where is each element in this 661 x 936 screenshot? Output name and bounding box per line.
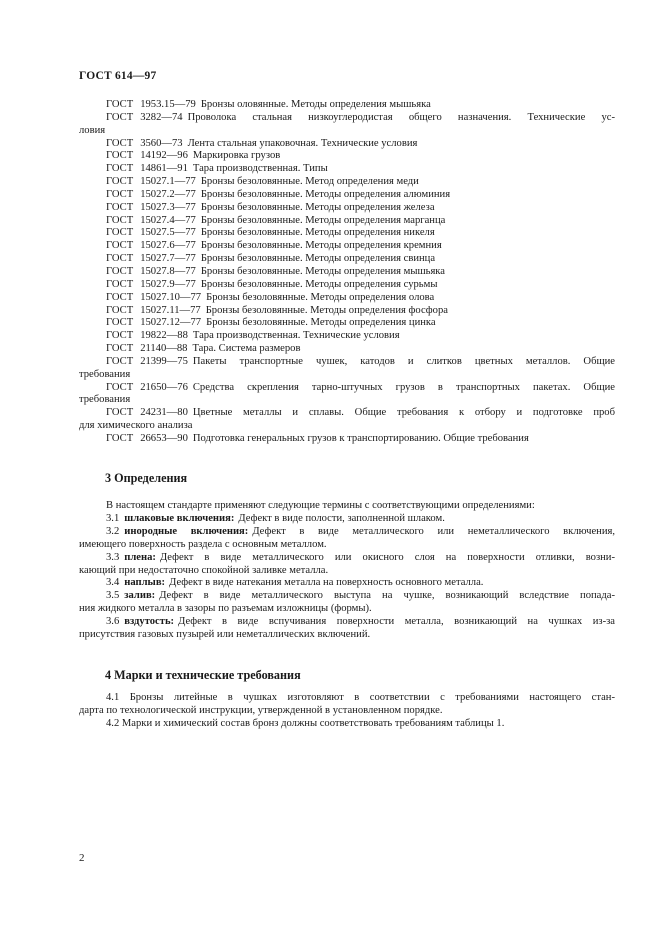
reference-continuation: для химического анализа (79, 420, 193, 432)
reference-number: 24231—80 (140, 407, 188, 419)
reference-number: 15027.10—77 (140, 291, 202, 303)
reference-number: 15027.2—77 (140, 188, 196, 200)
section-4-body (79, 692, 615, 731)
definition-text: Дефект в виде металлического выступа на чушке, возникающий вследствие попада- (159, 590, 615, 602)
paragraph-4-2: 4.2 Марки и химический состав бронз должны соответствовать требованиям таблицы 1. (106, 717, 505, 729)
gost-prefix: ГОСТ (106, 253, 134, 265)
definition-number: 3.2 (106, 525, 120, 537)
definition-text: Дефект в виде полости, заполненной шлаком. (238, 512, 445, 524)
reference-item (79, 163, 615, 176)
reference-item (79, 279, 615, 292)
gost-prefix: ГОСТ (106, 407, 134, 419)
reference-item (79, 215, 615, 228)
definition-number: 3.4 (106, 577, 120, 589)
reference-title: Бронзы безоловянные. Методы определения сурьмы (200, 278, 438, 290)
reference-item (79, 266, 615, 279)
section-3-title: 3 Определения (105, 471, 188, 485)
definition-number: 3.1 (106, 512, 120, 524)
section-4-title: 4 Марки и технические требования (105, 668, 301, 682)
reference-item (79, 112, 615, 125)
reference-title: Маркировка грузов (192, 150, 281, 162)
reference-title: Бронзы безоловянные. Методы определения мышьяка (200, 265, 446, 277)
reference-continuation: требования (79, 394, 131, 406)
reference-item (79, 317, 615, 330)
gost-prefix: ГОСТ (106, 291, 134, 303)
reference-number: 3282—74 (140, 111, 183, 123)
definition-text-continuation: имеющего поверхность раздела с основным металлом. (79, 538, 327, 550)
gost-prefix: ГОСТ (106, 188, 134, 200)
gost-prefix: ГОСТ (106, 150, 134, 162)
definition-term: шлаковые включения: (124, 512, 235, 524)
gost-prefix: ГОСТ (106, 240, 134, 252)
reference-title: Лента стальная упаковочная. Технические условия (187, 137, 418, 149)
definition-term: вздутость: (124, 616, 175, 628)
reference-number: 15027.1—77 (140, 176, 196, 188)
reference-item (79, 253, 615, 266)
definition-item (79, 552, 615, 565)
reference-item (79, 189, 615, 202)
reference-title: Бронзы безоловянные. Методы определения марганца (200, 214, 446, 226)
definition-text: Дефект в виде металлического или окисного слоя на поверхности отливки, возни- (159, 551, 615, 563)
normative-references-list (79, 99, 615, 446)
reference-item (79, 138, 615, 151)
definition-text: Дефект в виде вспучивания поверхности металла, возникающий на чушках из-за (178, 616, 615, 628)
reference-number: 26653—90 (140, 432, 188, 444)
definition-number: 3.5 (106, 590, 120, 602)
gost-prefix: ГОСТ (106, 163, 134, 175)
reference-item (79, 305, 615, 318)
reference-title: Бронзы безоловянные. Методы определения фосфора (205, 304, 448, 316)
gost-prefix: ГОСТ (106, 343, 134, 355)
reference-title: Бронзы безоловянные. Метод определения меди (200, 176, 419, 188)
reference-number: 15027.4—77 (140, 214, 196, 226)
reference-number: 21140—88 (140, 343, 188, 355)
reference-title: Подготовка генеральных грузов к транспортированию. Общие требования (192, 432, 529, 444)
reference-title: Проволока стальная низкоуглеродистая общего назначения. Технические ус- (187, 111, 615, 123)
reference-number: 19822—88 (140, 330, 188, 342)
definition-item (79, 590, 615, 603)
gost-prefix: ГОСТ (106, 137, 134, 149)
reference-title: Бронзы безоловянные. Методы определения алюминия (200, 188, 451, 200)
definition-item (79, 577, 615, 590)
reference-title: Пакеты транспортные чушек, катодов и слитков цветных металлов. Общие (192, 355, 615, 367)
definition-term: инородные включения: (124, 525, 249, 537)
reference-item (79, 202, 615, 215)
gost-prefix: ГОСТ (106, 176, 134, 188)
definition-text-continuation: ния жидкого металла в зазоры по разъемам изложницы (формы). (79, 603, 372, 615)
reference-item (79, 227, 615, 240)
reference-title: Бронзы безоловянные. Методы определения цинка (206, 317, 436, 329)
reference-title: Тара. Система размеров (192, 343, 301, 355)
reference-number: 15027.3—77 (140, 201, 196, 213)
reference-item (79, 150, 615, 163)
reference-title: Бронзы безоловянные. Методы определения олова (206, 291, 435, 303)
reference-title: Тара производственная. Типы (192, 163, 328, 175)
definition-text: Дефект в виде натекания металла на поверхность основного металла. (169, 577, 484, 589)
reference-number: 14192—96 (140, 150, 188, 162)
definition-number: 3.3 (106, 551, 120, 563)
definition-item (79, 616, 615, 629)
reference-item (79, 240, 615, 253)
reference-number: 14861—91 (140, 163, 188, 175)
definition-item (79, 513, 615, 526)
reference-number: 15027.7—77 (140, 253, 196, 265)
definition-text-continuation: присутствия газовых пузырей или неметаллических включений. (79, 629, 371, 641)
definition-text: Дефект в виде металлического или неметаллического включения, (252, 525, 616, 537)
reference-number: 15027.9—77 (140, 278, 196, 290)
reference-item (79, 343, 615, 356)
reference-item (79, 407, 615, 420)
gost-prefix: ГОСТ (106, 432, 134, 444)
gost-prefix: ГОСТ (106, 227, 134, 239)
definition-term: наплыв: (124, 577, 166, 589)
reference-number: 15027.5—77 (140, 227, 196, 239)
reference-title: Средства скрепления тарно-штучных грузов в транспортных пакетах. Общие (192, 381, 615, 393)
reference-item (79, 330, 615, 343)
reference-item (79, 292, 615, 305)
reference-title: Бронзы безоловянные. Методы определения кремния (200, 240, 442, 252)
reference-title: Бронзы оловянные. Методы определения мышьяка (200, 99, 431, 110)
section-3-body (79, 500, 615, 642)
definition-term: плена: (124, 551, 156, 563)
reference-number: 21399—75 (140, 355, 188, 367)
reference-item (79, 433, 615, 446)
gost-prefix: ГОСТ (106, 111, 134, 123)
reference-number: 21650—76 (140, 381, 188, 393)
gost-prefix: ГОСТ (106, 355, 134, 367)
reference-number: 15027.12—77 (140, 317, 202, 329)
gost-prefix: ГОСТ (106, 381, 134, 393)
reference-item (79, 99, 615, 112)
reference-item (79, 382, 615, 395)
reference-title: Цветные металлы и сплавы. Общие требования к отбору и подготовке проб (192, 407, 615, 419)
reference-title: Бронзы безоловянные. Методы определения никеля (200, 227, 435, 239)
gost-prefix: ГОСТ (106, 214, 134, 226)
gost-prefix: ГОСТ (106, 317, 134, 329)
reference-number: 3560—73 (140, 137, 183, 149)
gost-prefix: ГОСТ (106, 265, 134, 277)
definition-text-continuation: кающий при недостаточно спокойной заливке металла. (79, 564, 329, 576)
gost-prefix: ГОСТ (106, 304, 134, 316)
reference-number: 15027.6—77 (140, 240, 196, 252)
reference-item (79, 356, 615, 369)
reference-title: Бронзы безоловянные. Методы определения железа (200, 201, 435, 213)
gost-prefix: ГОСТ (106, 99, 134, 110)
paragraph-4-1-line2: дарта по технологической инструкции, утвержденной в установленном порядке. (79, 704, 443, 716)
page-header: ГОСТ 614—97 (79, 70, 157, 82)
reference-continuation: требования (79, 368, 131, 380)
paragraph-4-1-line1: 4.1 Бронзы литейные в чушках изготовляют в соответствии с требованиями настоящего стан- (106, 692, 615, 703)
gost-prefix: ГОСТ (106, 278, 134, 290)
definition-item (79, 526, 615, 539)
reference-title: Бронзы безоловянные. Методы определения свинца (200, 253, 436, 265)
reference-continuation: ловия (79, 124, 106, 136)
reference-title: Тара производственная. Технические условия (192, 330, 400, 342)
definition-number: 3.6 (106, 616, 120, 628)
reference-number: 1953.15—79 (140, 99, 196, 110)
section-3-intro: В настоящем стандарте применяют следующие термины с соответствующими определениями: (106, 500, 535, 511)
gost-prefix: ГОСТ (106, 330, 134, 342)
reference-number: 15027.11—77 (140, 304, 201, 316)
reference-item (79, 176, 615, 189)
page-number: 2 (79, 852, 85, 864)
definition-term: залив: (124, 590, 156, 602)
reference-number: 15027.8—77 (140, 265, 196, 277)
gost-prefix: ГОСТ (106, 201, 134, 213)
